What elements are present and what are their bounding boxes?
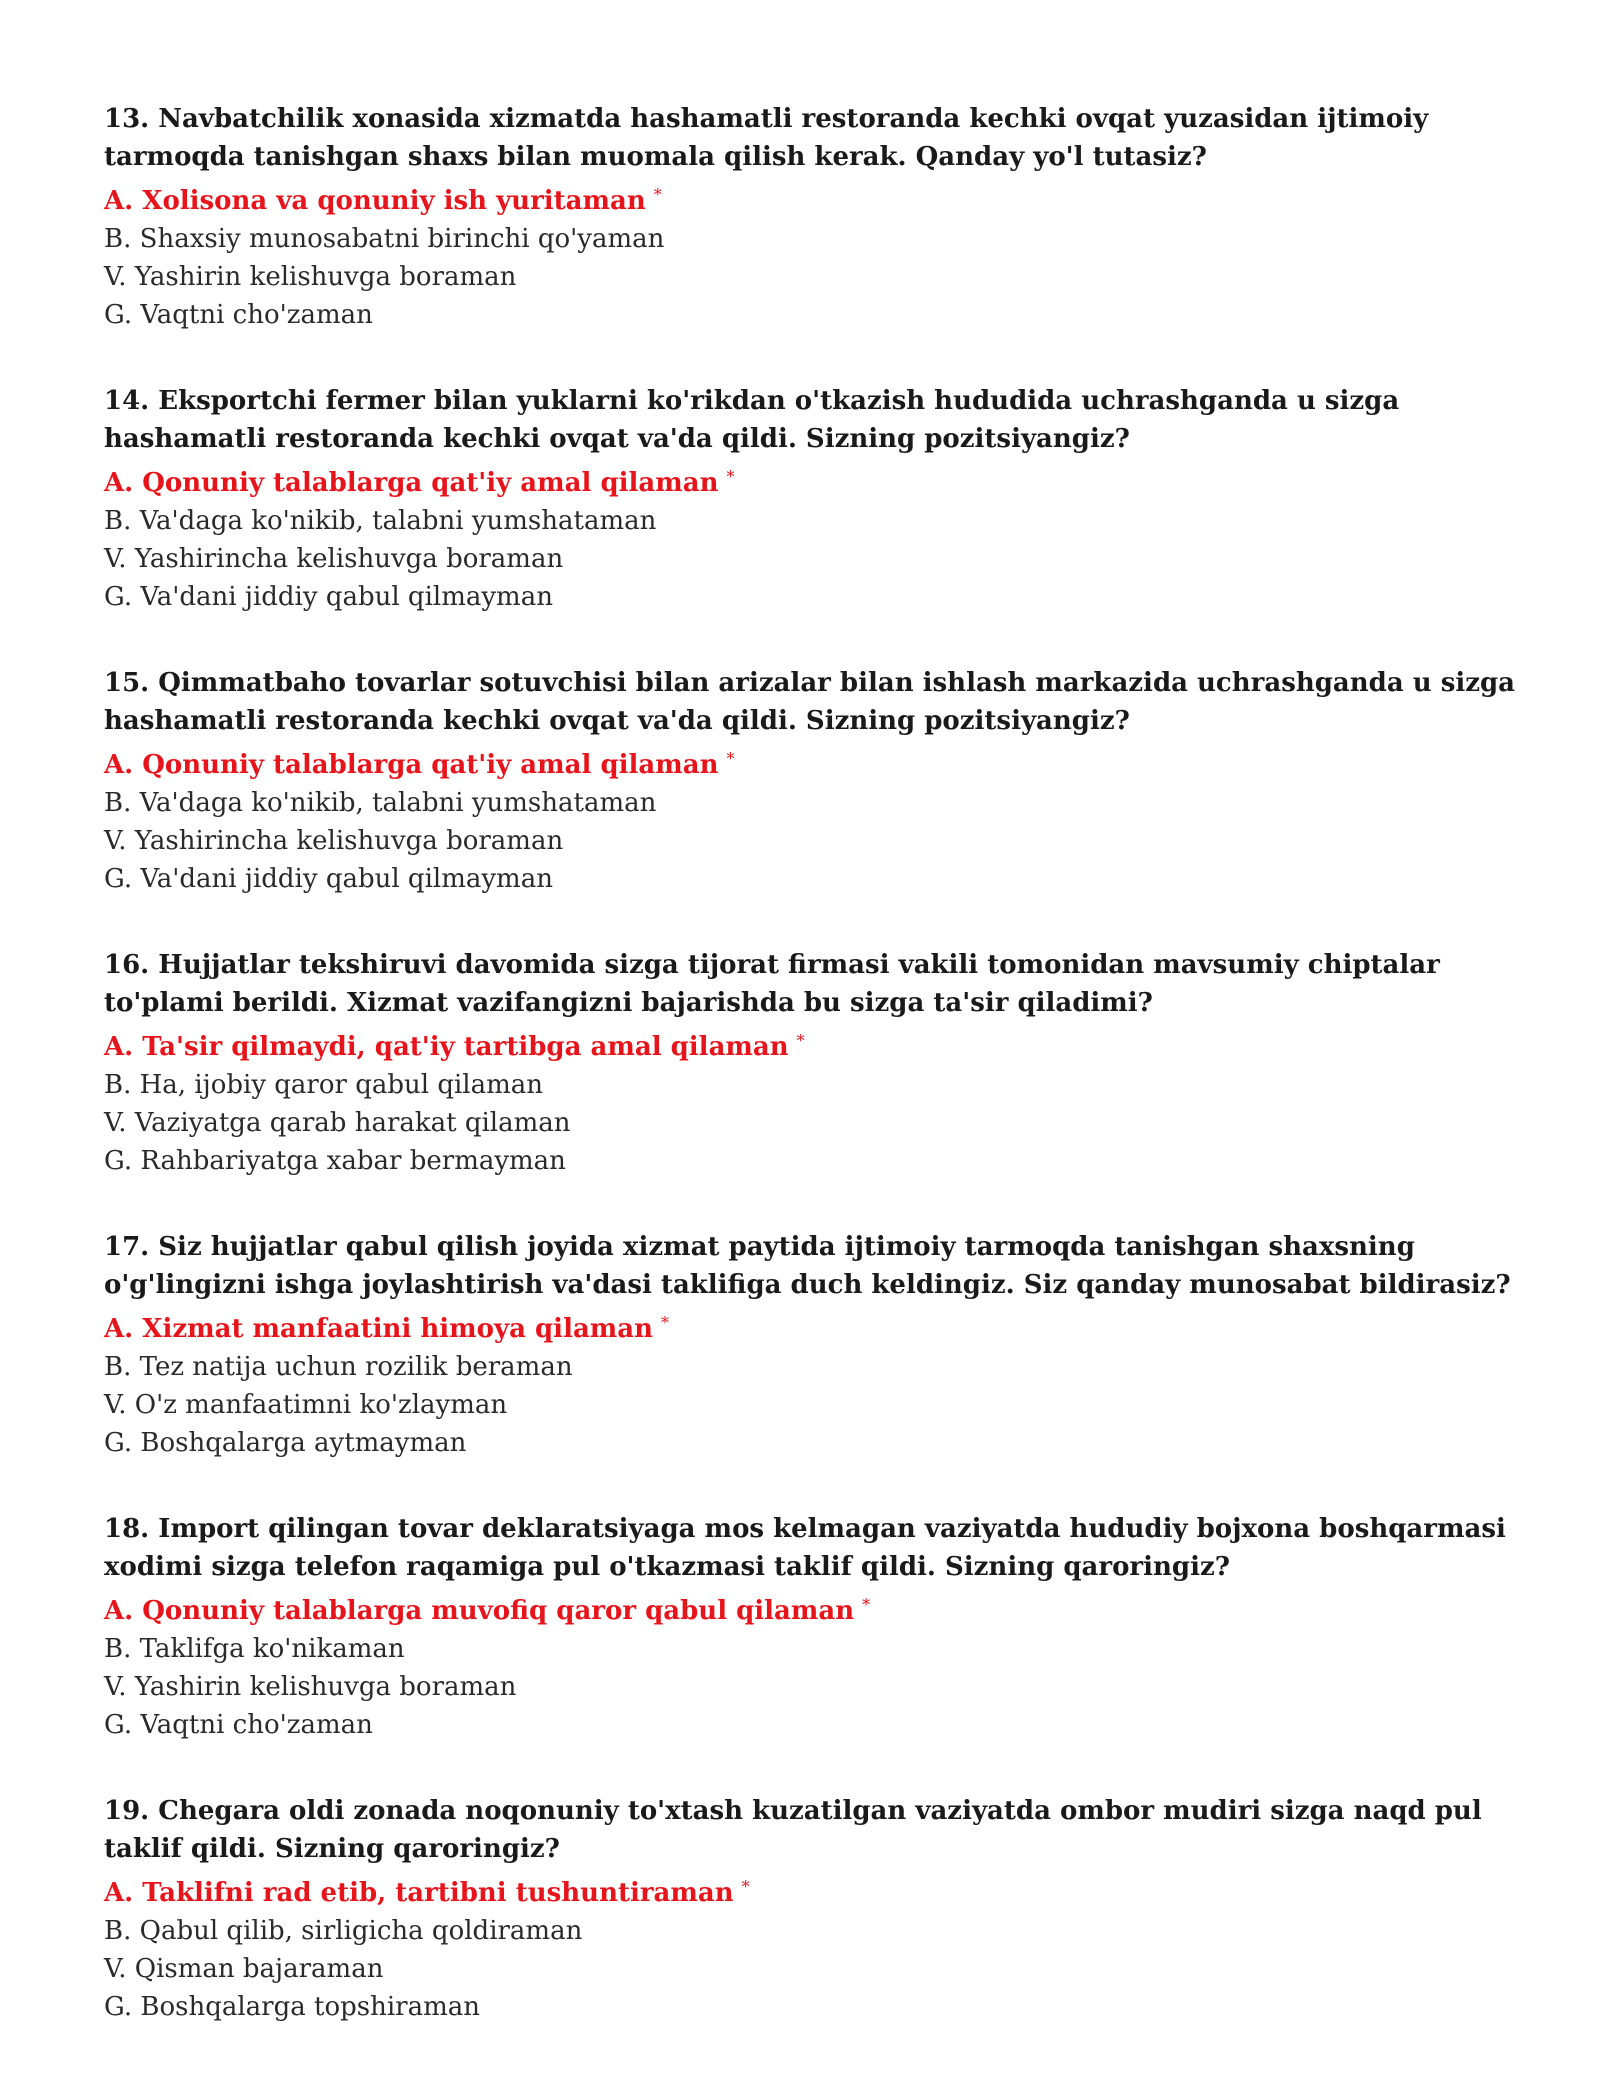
option: G. Boshqalarga topshiraman [104, 1992, 480, 2022]
correct-answer-star-icon: * [741, 1877, 750, 1896]
correct-answer-star-icon: * [862, 1595, 871, 1614]
question-text: 17. Siz hujjatlar qabul qilish joyida xizmat paytida ijtimoiy tarmoqda tanishgan shaxsning o'g'lingizni ishga joylashtirish va'dasi taklifiga duch keldingiz. Siz qanday munosabat bildirasiz? [104, 1232, 1511, 1300]
question-block [104, 946, 1524, 1180]
option: B. Shaxsiy munosabatni birinchi qo'yaman [104, 224, 665, 254]
option: B. Ha, ijobiy qaror qabul qilaman [104, 1070, 543, 1100]
option-label: A. Qonuniy talablarga qat'iy amal qilaman [104, 468, 719, 498]
option: B. Qabul qilib, sirligicha qoldiraman [104, 1916, 583, 1946]
question-text: 15. Qimmatbaho tovarlar sotuvchisi bilan arizalar bilan ishlash markazida uchrashganda u sizga hashamatli restoranda kechki ovqat va'da qildi. Sizning pozitsiyangiz? [104, 668, 1516, 736]
question-block [104, 1228, 1524, 1462]
option: V. Qisman bajaraman [104, 1954, 384, 1984]
option-label: A. Xizmat manfaatini himoya qilaman [104, 1314, 654, 1344]
question-block [104, 100, 1524, 334]
option: V. Yashirin kelishuvga boraman [104, 1672, 517, 1702]
correct-option [104, 1022, 1524, 1066]
option: V. Yashirin kelishuvga boraman [104, 262, 517, 292]
correct-option [104, 176, 1524, 220]
question-block [104, 382, 1524, 616]
question-block [104, 1792, 1524, 2026]
option-label: A. Ta'sir qilmaydi, qat'iy tartibga amal qilaman [104, 1032, 789, 1062]
question-block [104, 664, 1524, 898]
correct-option [104, 458, 1524, 502]
option: G. Rahbariyatga xabar bermayman [104, 1146, 566, 1176]
correct-option [104, 1304, 1524, 1348]
correct-answer-star-icon: * [661, 1313, 670, 1332]
option: G. Va'dani jiddiy qabul qilmayman [104, 582, 553, 612]
correct-answer-star-icon: * [653, 185, 662, 204]
option: V. Yashirincha kelishuvga boraman [104, 826, 564, 856]
question-text: 19. Chegara oldi zonada noqonuniy to'xtash kuzatilgan vaziyatda ombor mudiri sizga naqd pul taklif qildi. Sizning qaroringiz? [104, 1796, 1482, 1864]
correct-option [104, 740, 1524, 784]
option: B. Tez natija uchun rozilik beraman [104, 1352, 573, 1382]
correct-option [104, 1868, 1524, 1912]
question-text: 14. Eksportchi fermer bilan yuklarni ko'rikdan o'tkazish hududida uchrashganda u sizga hashamatli restoranda kechki ovqat va'da qildi. Sizning pozitsiyangiz? [104, 386, 1400, 454]
option: B. Va'daga ko'nikib, talabni yumshataman [104, 506, 657, 536]
option: B. Va'daga ko'nikib, talabni yumshataman [104, 788, 657, 818]
option: G. Vaqtni cho'zaman [104, 1710, 373, 1740]
option-label: A. Xolisona va qonuniy ish yuritaman [104, 186, 646, 216]
option: V. Vaziyatga qarab harakat qilaman [104, 1108, 571, 1138]
question-block [104, 1510, 1524, 1744]
option: B. Taklifga ko'nikaman [104, 1634, 405, 1664]
option: G. Va'dani jiddiy qabul qilmayman [104, 864, 553, 894]
question-text: 18. Import qilingan tovar deklaratsiyaga mos kelmagan vaziyatda hududiy bojxona boshqarmasi xodimi sizga telefon raqamiga pul o'tkazmasi taklif qildi. Sizning qaroringiz? [104, 1514, 1506, 1582]
correct-answer-star-icon: * [726, 467, 735, 486]
option: V. O'z manfaatimni ko'zlayman [104, 1390, 508, 1420]
option-label: A. Taklifni rad etib, tartibni tushuntiraman [104, 1878, 734, 1908]
option: V. Yashirincha kelishuvga boraman [104, 544, 564, 574]
option-label: A. Qonuniy talablarga qat'iy amal qilaman [104, 750, 719, 780]
quiz-document [104, 100, 1524, 2074]
correct-answer-star-icon: * [726, 749, 735, 768]
question-text: 16. Hujjatlar tekshiruvi davomida sizga tijorat firmasi vakili tomonidan mavsumiy chiptalar to'plami berildi. Xizmat vazifangizni bajarishda bu sizga ta'sir qiladimi? [104, 950, 1440, 1018]
option-label: A. Qonuniy talablarga muvofiq qaror qabul qilaman [104, 1596, 855, 1626]
option: G. Vaqtni cho'zaman [104, 300, 373, 330]
correct-option [104, 1586, 1524, 1630]
correct-answer-star-icon: * [796, 1031, 805, 1050]
option: G. Boshqalarga aytmayman [104, 1428, 467, 1458]
question-text: 13. Navbatchilik xonasida xizmatda hashamatli restoranda kechki ovqat yuzasidan ijtimoiy tarmoqda tanishgan shaxs bilan muomala qilish kerak. Qanday yo'l tutasiz? [104, 104, 1429, 172]
